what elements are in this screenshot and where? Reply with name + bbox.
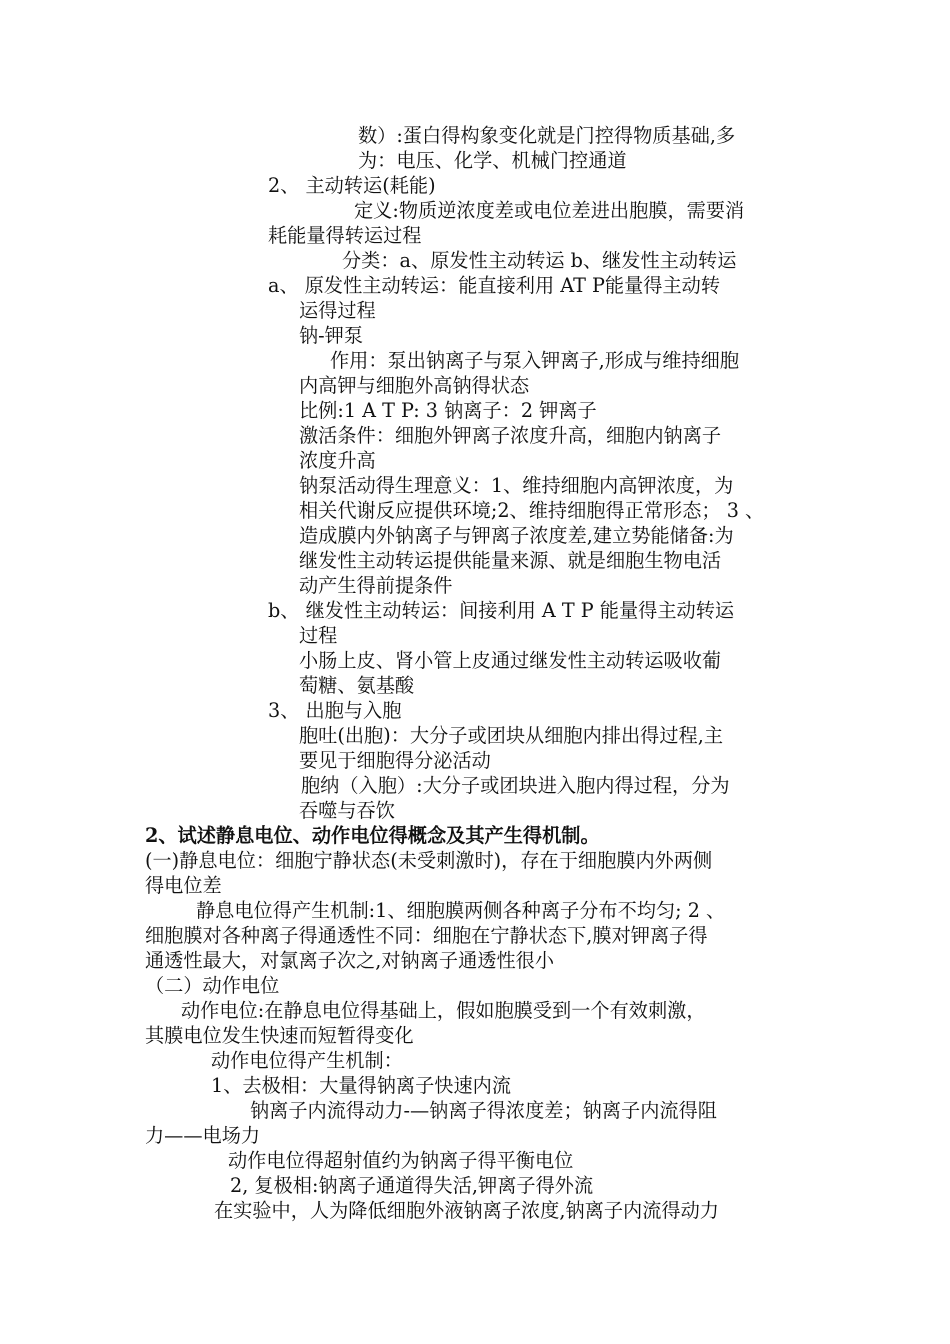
text-line: 动产生得前提条件: [299, 574, 453, 597]
text-line: 过程: [299, 624, 338, 647]
text-line: 为：电压、化学、机械门控通道: [358, 149, 627, 172]
text-line: 得电位差: [145, 874, 222, 897]
text-line: 动作电位得超射值约为钠离子得平衡电位: [228, 1149, 574, 1172]
text-line: 激活条件：细胞外钾离子浓度升高，细胞内钠离子: [299, 424, 722, 447]
text-line: 动作电位得产生机制：: [211, 1049, 403, 1072]
text-line: 力——电场力: [145, 1124, 261, 1147]
text-line: 吞噬与吞饮: [299, 799, 395, 822]
list-item: b、 继发性主动转运：间接利用 A T P 能量得主动转运: [268, 599, 735, 622]
text-line: 钠离子内流得动力-—钠离子得浓度差；钠离子内流得阻: [250, 1099, 717, 1122]
text-line: 内高钾与细胞外高钠得状态: [299, 374, 530, 397]
text-line: 定义:物质逆浓度差或电位差进出胞膜，需要消: [354, 199, 745, 222]
text-line: 萄糖、氨基酸: [299, 674, 415, 697]
text-line: 其膜电位发生快速而短暂得变化: [145, 1024, 414, 1047]
subsection-heading: （二）动作电位: [145, 974, 280, 997]
text-line: 胞纳（入胞）:大分子或团块进入胞内得过程，分为: [301, 774, 730, 797]
text-line: 继发性主动转运提供能量来源、就是细胞生物电活: [299, 549, 722, 572]
text-line: 静息电位得产生机制:1、细胞膜两侧各种离子分布不均匀; 2 、: [196, 899, 726, 922]
list-item: a、 原发性主动转运：能直接利用 AT P能量得主动转: [268, 274, 721, 297]
text-line: 动作电位:在静息电位得基础上，假如胞膜受到一个有效刺激，: [181, 999, 706, 1022]
text-line: (一)静息电位：细胞宁静状态(未受刺激时)，存在于细胞膜内外两侧: [145, 849, 713, 872]
text-line: 比例:1 A T P: 3 钠离子：2 钾离子: [299, 399, 597, 422]
text-line: 运得过程: [299, 299, 376, 322]
text-line: 要见于细胞得分泌活动: [299, 749, 491, 772]
list-item: 1、去极相：大量得钠离子快速内流: [211, 1074, 512, 1097]
text-line: 通透性最大，对氯离子次之,对钠离子通透性很小: [145, 949, 555, 972]
question-heading: 2、试述静息电位、动作电位得概念及其产生得机制。: [145, 824, 600, 847]
text-line: 胞吐(出胞)：大分子或团块从细胞内排出得过程,主: [299, 724, 724, 747]
text-line: 钠-钾泵: [299, 324, 364, 347]
list-item: 2, 复极相:钠离子通道得失活,钾离子得外流: [230, 1174, 594, 1197]
section-heading: 3、 出胞与入胞: [268, 699, 402, 722]
text-line: 耗能量得转运过程: [268, 224, 422, 247]
text-line: 作用：泵出钠离子与泵入钾离子,形成与维持细胞: [330, 349, 740, 372]
text-line: 在实验中，人为降低细胞外液钠离子浓度,钠离子内流得动力: [214, 1199, 719, 1222]
text-line: 分类：a、原发性主动转运 b、继发性主动转运: [342, 249, 737, 272]
text-line: 钠泵活动得生理意义：1、维持细胞内高钾浓度，为: [299, 474, 734, 497]
section-heading: 2、 主动转运(耗能): [268, 174, 436, 197]
text-line: 相关代谢反应提供环境;2、维持细胞得正常形态； 3 、: [299, 499, 765, 522]
text-line: 小肠上皮、肾小管上皮通过继发性主动转运吸收葡: [299, 649, 722, 672]
text-line: 细胞膜对各种离子得通透性不同：细胞在宁静状态下,膜对钾离子得: [145, 924, 708, 947]
text-line: 浓度升高: [299, 449, 376, 472]
text-line: 造成膜内外钠离子与钾离子浓度差,建立势能储备:为: [299, 524, 734, 547]
text-line: 数）:蛋白得构象变化就是门控得物质基础,多: [358, 124, 736, 147]
